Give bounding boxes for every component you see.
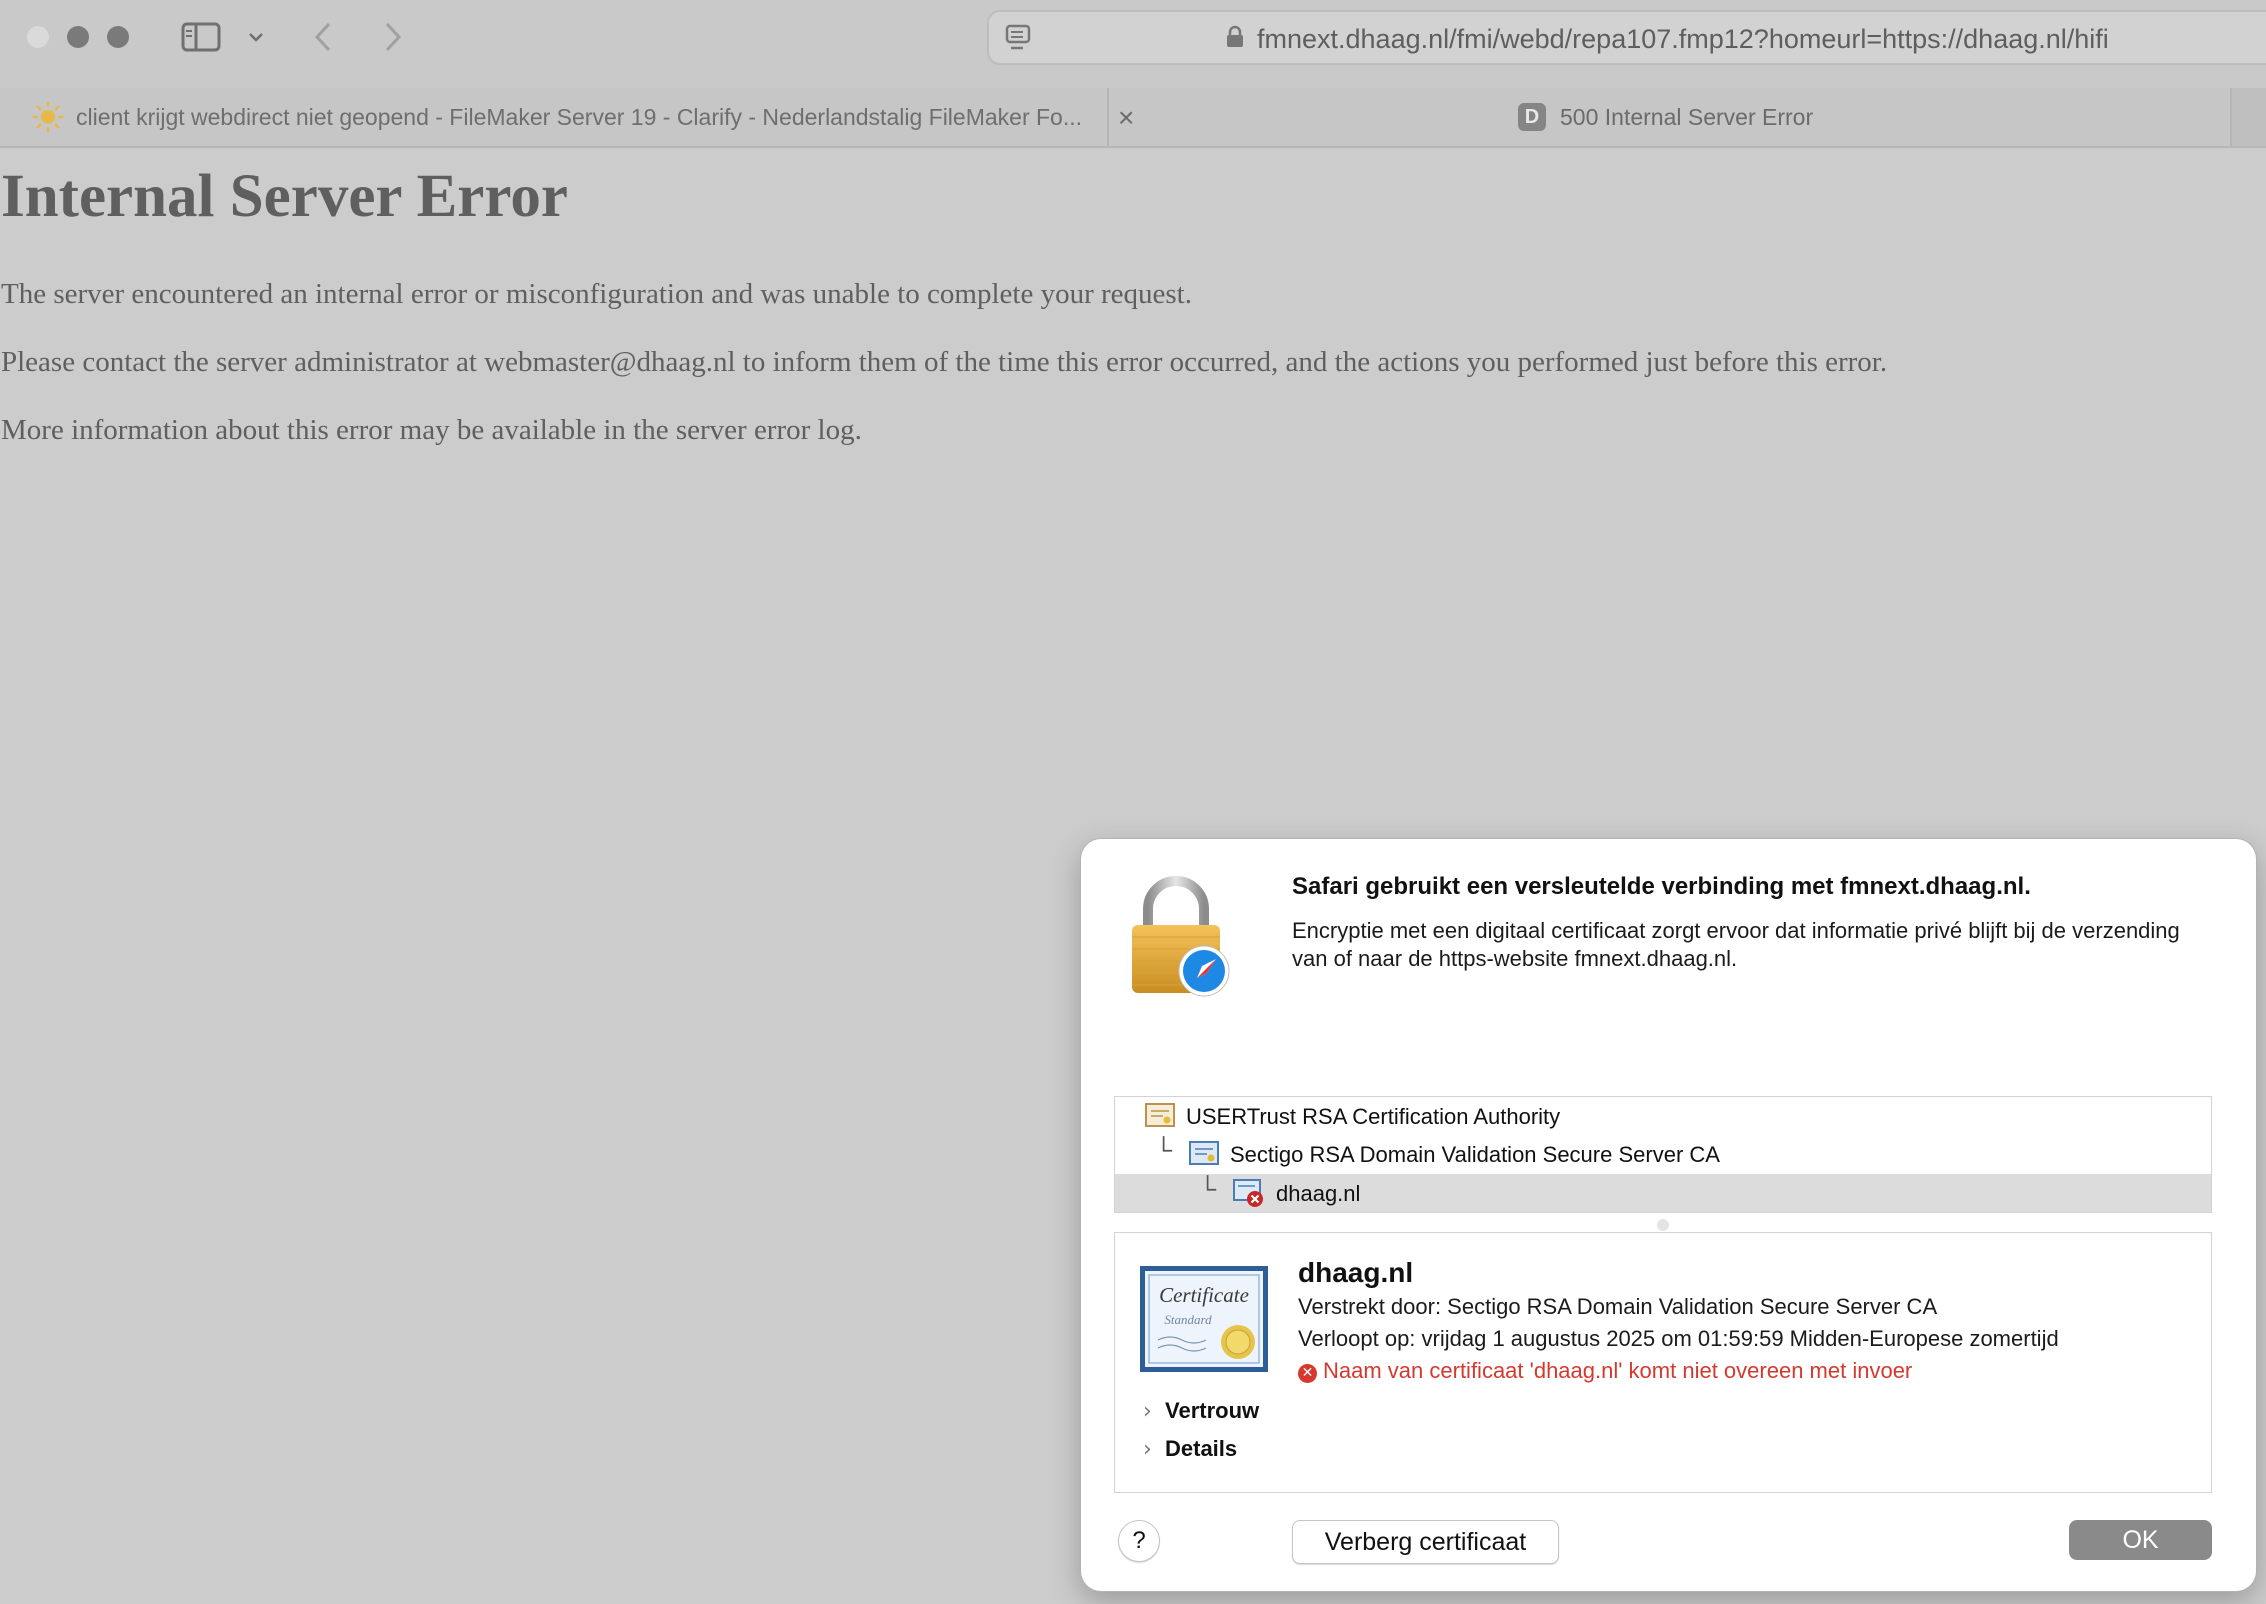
chain-item-intermediate[interactable] bbox=[1115, 1135, 2211, 1173]
chain-item-leaf[interactable] bbox=[1115, 1174, 2211, 1212]
ok-button[interactable]: OK bbox=[2069, 1520, 2212, 1560]
certificate-image bbox=[1140, 1266, 1268, 1372]
dialog-title: Safari gebruikt een versleutelde verbinding met fmnext.dhaag.nl. bbox=[1292, 873, 2031, 900]
split-view-handle[interactable] bbox=[1657, 1219, 1669, 1231]
window-close-button[interactable] bbox=[27, 26, 49, 48]
chevron-right-icon: › bbox=[1143, 1399, 1152, 1424]
chain-item-label: USERTrust RSA Certification Authority bbox=[1186, 1104, 1561, 1129]
padlock-icon bbox=[1126, 875, 1236, 999]
window-minimize-button[interactable] bbox=[67, 26, 89, 48]
hierarchy-arrow-icon: └ bbox=[1199, 1176, 1217, 1203]
hide-certificate-button[interactable]: Verberg certificaat bbox=[1292, 1520, 1559, 1564]
error-paragraph: More information about this error may be available in the server error log. bbox=[1, 414, 862, 446]
browser-toolbar bbox=[0, 0, 2266, 88]
certificate-name: dhaag.nl bbox=[1298, 1257, 1414, 1288]
tab-close-icon[interactable]: × bbox=[1118, 102, 1135, 133]
certificate-icon bbox=[1145, 1101, 1175, 1129]
chevron-down-icon[interactable] bbox=[244, 18, 268, 56]
back-icon[interactable] bbox=[308, 18, 338, 56]
tab-overflow[interactable] bbox=[2230, 88, 2266, 146]
certificate-image-title: Certificate bbox=[1159, 1283, 1249, 1307]
disclosure-label: Vertrouw bbox=[1165, 1398, 1260, 1423]
certificate-error-text: Naam van certificaat 'dhaag.nl' komt niet overeen met invoer bbox=[1323, 1358, 1913, 1383]
certificate-expiry: Verloopt op: vrijdag 1 augustus 2025 om 01:59:59 Midden-Europese zomertijd bbox=[1298, 1326, 2059, 1351]
dialog-description: Encryptie met een digitaal certificaat zorgt ervoor dat informatie privé blijft bij de verzending van of naar de https-website fmnext.dhaag.nl. bbox=[1292, 918, 2180, 971]
invalid-certificate-icon bbox=[1233, 1178, 1263, 1206]
disclosure-trust[interactable] bbox=[1143, 1398, 1259, 1424]
tab-bar bbox=[0, 88, 2266, 148]
chain-item-label: dhaag.nl bbox=[1276, 1181, 1361, 1206]
tab-label: 500 Internal Server Error bbox=[1560, 104, 1814, 130]
error-paragraph: The server encountered an internal error or misconfiguration and was unable to complete your request. bbox=[1, 278, 1192, 310]
lock-icon bbox=[1223, 18, 1247, 56]
certificate-detail-panel bbox=[1114, 1232, 2212, 1493]
url-text[interactable]: fmnext.dhaag.nl/fmi/webd/repa107.fmp12?homeurl=https://dhaag.nl/hifi bbox=[1257, 24, 2109, 54]
page-menu-icon[interactable] bbox=[1003, 20, 1033, 58]
hierarchy-arrow-icon: └ bbox=[1155, 1137, 1173, 1164]
sidebar-toggle-icon[interactable] bbox=[178, 18, 224, 56]
certificate-error bbox=[1298, 1358, 1912, 1384]
page-title: Internal Server Error bbox=[1, 163, 568, 230]
error-paragraph: Please contact the server administrator at webmaster@dhaag.nl to inform them of the time this error occurred, and the actions you performed just before this error. bbox=[1, 346, 1888, 378]
tab-forum[interactable] bbox=[0, 88, 1109, 146]
help-button[interactable]: ? bbox=[1118, 1520, 1160, 1562]
tab-internal-server-error[interactable] bbox=[1120, 88, 2230, 146]
tab-favicon: D bbox=[1518, 103, 1546, 131]
forward-icon[interactable] bbox=[378, 18, 408, 56]
certificate-chain-list bbox=[1114, 1096, 2212, 1213]
certificate-dialog bbox=[1081, 839, 2256, 1591]
certificate-image-subtitle: Standard bbox=[1164, 1312, 1212, 1327]
sun-favicon-icon bbox=[32, 101, 64, 138]
error-icon: ✕ bbox=[1298, 1364, 1317, 1383]
certificate-icon bbox=[1189, 1139, 1219, 1167]
chevron-right-icon: › bbox=[1143, 1437, 1152, 1462]
certificate-issuer: Verstrekt door: Sectigo RSA Domain Validation Secure Server CA bbox=[1298, 1294, 1938, 1319]
tab-label: client krijgt webdirect niet geopend - FileMaker Server 19 - Clarify - Nederlandstalig FileMaker Fo... bbox=[76, 104, 1083, 130]
chain-item-root[interactable] bbox=[1115, 1097, 2211, 1135]
disclosure-details[interactable] bbox=[1143, 1436, 1237, 1462]
chain-item-label: Sectigo RSA Domain Validation Secure Server CA bbox=[1230, 1142, 1720, 1167]
disclosure-label: Details bbox=[1165, 1436, 1238, 1461]
window-maximize-button[interactable] bbox=[107, 26, 129, 48]
address-bar[interactable] bbox=[987, 10, 2266, 65]
